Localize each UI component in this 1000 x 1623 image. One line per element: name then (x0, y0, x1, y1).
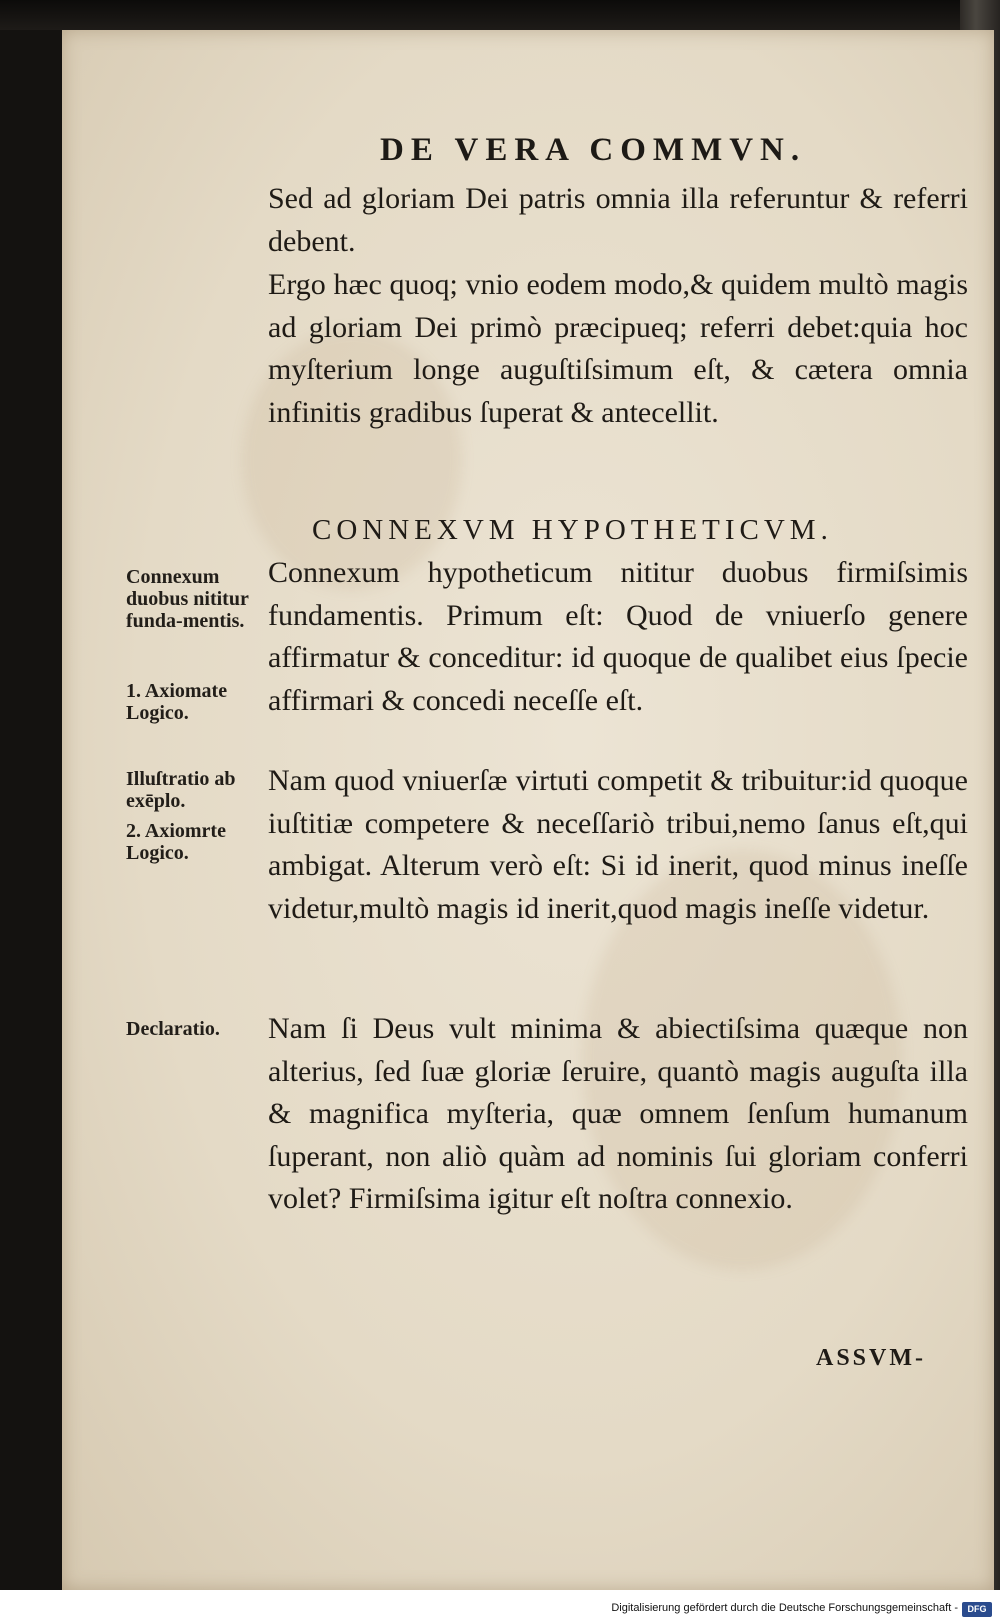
margin-note-axiomate-2: 2. Axiomrte Logico. (126, 820, 226, 864)
paragraph-3: Connexum hypotheticum nititur duobus firmiſsimis fundamentis. Primum eſt: Quod de vniuerſo genere affirmatur & conceditur: id quoque de qualibet eius ſpecie affirmari & concedi neceſſe eſt. (268, 556, 968, 717)
paragraph-5: Nam ſi Deus vult minima & abiectiſsima quæque non alterius, ſed ſuæ gloriæ ſeruire, quantò magis auguſta illa & magnifica myſteria, quæ omnem ſenſum humanum ſuperant, non aliò quàm ad nominis ſui gloriam conferri volet? Firmiſsima igitur eſt noſtra connexio. (268, 1012, 968, 1215)
dfg-logo: DFG (962, 1602, 992, 1617)
margin-note-declaratio: Declaratio. (126, 1018, 220, 1040)
section-title: CONNEXVM HYPOTHETICVM. (312, 514, 833, 546)
margin-note-axiomate-1: 1. Axiomate Logico. (126, 680, 228, 724)
margin-note-connexum: Connexum duobus nititur funda-mentis. (126, 566, 249, 632)
footer-credit: Digitalisierung gefördert durch die Deutsche Forschungsgemeinschaft - (611, 1602, 958, 1614)
running-head: DE VERA COMMVN. (380, 132, 807, 168)
footer-bar (0, 1590, 1000, 1623)
margin-note-illustratio: Illuſtratio ab exēplo. (126, 768, 236, 812)
paragraph-1: Sed ad gloriam Dei patris omnia illa referuntur & referri debent. (268, 182, 968, 258)
catchword: ASSVM- (816, 1345, 927, 1371)
paragraph-4: Nam quod vniuerſæ virtuti competit & tribuitur:id quoque iuſtitiæ competere & neceſſariò tribui,nemo ſanus eſt,qui ambigat. Alterum verò eſt: Si id inerit, quod minus ineſſe videtur,multò magis id inerit,quod magis ineſſe videtur. (268, 764, 968, 925)
scan-top-border (0, 0, 1000, 30)
paragraph-2: Ergo hæc quoq; vnio eodem modo,& quidem multò magis ad gloriam Dei primò præcipueq; referri debet:quia hoc myſterium longe auguſtiſsimum eſt, & cætera omnia infinitis gradibus ſuperat & antecellit. (268, 268, 968, 429)
